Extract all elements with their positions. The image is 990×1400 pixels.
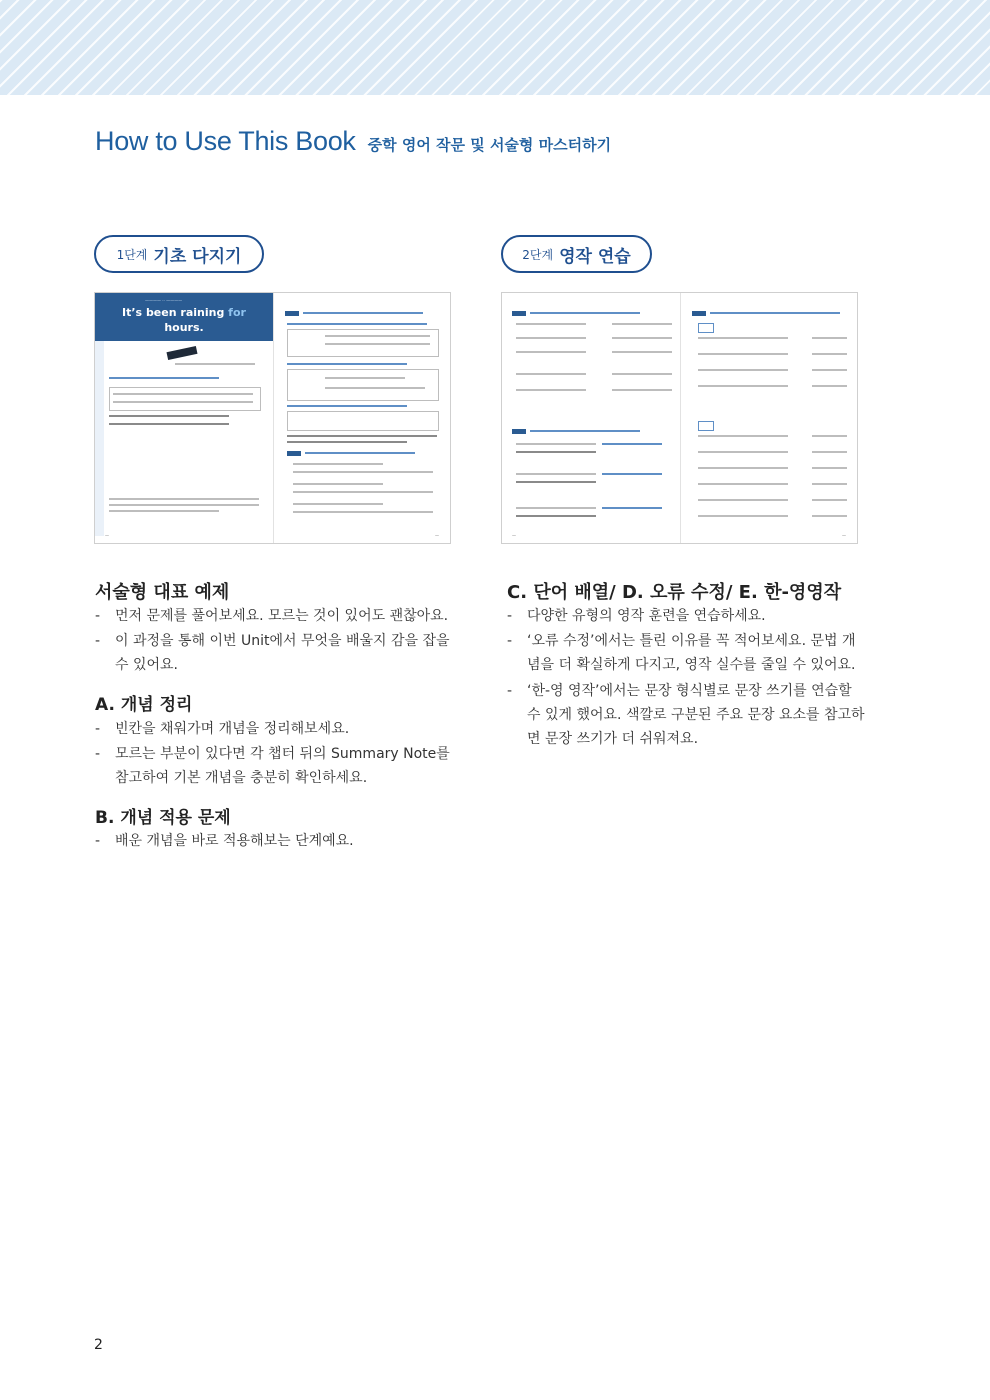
sample-text-line bbox=[293, 503, 383, 505]
bullet-marker: - bbox=[507, 683, 513, 699]
section-heading: B. 개념 적용 문제 bbox=[95, 808, 231, 828]
sample-text-line bbox=[812, 337, 847, 339]
sample-text-line bbox=[175, 363, 255, 365]
sample-text-line bbox=[812, 435, 847, 437]
sample-text-line bbox=[812, 385, 847, 387]
sample-text-line bbox=[698, 337, 788, 339]
sample-text-line bbox=[516, 337, 586, 339]
bullet-item bbox=[507, 679, 867, 751]
bullet-marker: - bbox=[95, 633, 101, 649]
section-heading: C. 단어 배열/ D. 오류 수정/ E. 한-영영작 bbox=[507, 582, 842, 603]
spread-fold bbox=[680, 293, 681, 543]
sample-text-line bbox=[516, 373, 586, 375]
sample-text-line bbox=[812, 353, 847, 355]
bullet-item bbox=[95, 604, 455, 628]
sample-text-line bbox=[305, 452, 415, 454]
bullet-text: 빈칸을 채워가며 개념을 정리해보세요. bbox=[115, 721, 350, 737]
sample-text-line bbox=[698, 515, 788, 517]
sample-text-line bbox=[287, 435, 437, 437]
sample-text-line bbox=[293, 471, 433, 473]
bullet-item bbox=[95, 629, 455, 677]
decorative-header-band bbox=[0, 0, 990, 95]
bullet-text: ‘한-영 영작’에서는 문장 형식별로 문장 쓰기를 연습할 수 있게 했어요. 색깔로 구분된 주요 문장 요소를 참고하면 문장 쓰기가 더 쉬워져요. bbox=[527, 683, 865, 747]
sample-text-line bbox=[325, 377, 405, 379]
sample-page-number: — bbox=[105, 533, 109, 538]
page-title-row bbox=[95, 126, 611, 157]
step-1-name: 기초 다지기 bbox=[153, 246, 242, 267]
sample-text-line bbox=[612, 351, 672, 353]
sample-text-line bbox=[109, 377, 219, 379]
sample-text-line bbox=[602, 473, 662, 475]
sample-text-line bbox=[698, 369, 788, 371]
sample-text-line bbox=[516, 351, 586, 353]
sample-text-line bbox=[287, 405, 407, 407]
sample-tag-box bbox=[698, 323, 714, 333]
bullet-marker: - bbox=[95, 608, 101, 624]
sample-table bbox=[109, 387, 261, 411]
bullet-marker: - bbox=[507, 608, 513, 624]
sample-text-line bbox=[325, 343, 430, 345]
sample-text-line bbox=[109, 498, 259, 500]
sample-text-line bbox=[113, 401, 253, 403]
page-title: How to Use This Book bbox=[95, 126, 356, 156]
sample-page-number: — bbox=[435, 533, 439, 538]
sample-text-line bbox=[516, 473, 596, 475]
sample-text-line bbox=[325, 335, 430, 337]
sample-text-line bbox=[698, 451, 788, 453]
bullet-text: 이 과정을 통해 이번 Unit에서 무엇을 배울지 감을 잡을 수 있어요. bbox=[115, 633, 450, 673]
sample-text-line bbox=[293, 463, 383, 465]
sample-section-tag bbox=[285, 311, 299, 316]
section-heading: 서술형 대표 예제 bbox=[95, 582, 230, 603]
sample-text-line bbox=[293, 483, 383, 485]
step-1-number: 1단계 bbox=[116, 247, 148, 262]
sample-text-line bbox=[612, 337, 672, 339]
bullet-marker: - bbox=[95, 746, 101, 762]
unit-title-line-2: hours. bbox=[164, 321, 204, 334]
step-2-number: 2단계 bbox=[522, 247, 554, 262]
bullet-item bbox=[507, 604, 867, 628]
unit-label-line: ———— ·· ———— bbox=[145, 298, 183, 303]
sample-text-line bbox=[516, 443, 596, 445]
sample-text-line bbox=[293, 491, 433, 493]
sample-text-line bbox=[516, 323, 586, 325]
sample-tag-box bbox=[698, 421, 714, 431]
unit-title-line-1 bbox=[95, 306, 273, 319]
sample-text-line bbox=[612, 389, 672, 391]
unit-title-banner bbox=[95, 293, 273, 341]
sample-text-line bbox=[812, 515, 847, 517]
sample-text-line bbox=[812, 369, 847, 371]
bullet-item bbox=[95, 742, 455, 790]
sample-text-line bbox=[287, 441, 407, 443]
sample-text-line bbox=[612, 323, 672, 325]
sample-text-line bbox=[293, 511, 433, 513]
bullet-marker: - bbox=[507, 633, 513, 649]
sample-text-line bbox=[516, 481, 596, 483]
sample-text-line bbox=[287, 323, 427, 325]
sample-text-line bbox=[516, 515, 596, 517]
sample-section-tag bbox=[512, 429, 526, 434]
page-number: 2 bbox=[94, 1337, 103, 1353]
sample-text-line bbox=[109, 504, 259, 506]
sample-text-line bbox=[516, 389, 586, 391]
sample-text-line bbox=[698, 467, 788, 469]
sample-section-tag bbox=[692, 311, 706, 316]
sample-page-number: — bbox=[842, 533, 846, 538]
sample-exam-tab bbox=[166, 346, 197, 360]
sample-text-line bbox=[303, 312, 423, 314]
sample-text-line bbox=[109, 415, 229, 417]
sample-text-line bbox=[109, 510, 219, 512]
sample-text-line bbox=[612, 373, 672, 375]
section-heading: A. 개념 정리 bbox=[95, 695, 193, 715]
bullet-item bbox=[507, 629, 867, 677]
sample-text-line bbox=[812, 467, 847, 469]
sample-section-tag bbox=[287, 451, 301, 456]
bullet-text: 먼저 문제를 풀어보세요. 모르는 것이 있어도 괜찮아요. bbox=[115, 608, 449, 624]
sample-text-line bbox=[530, 430, 640, 432]
bullet-marker: - bbox=[95, 721, 101, 737]
sample-text-line bbox=[812, 483, 847, 485]
bullet-item bbox=[95, 717, 455, 741]
sample-text-line bbox=[812, 499, 847, 501]
unit-title-accent: for bbox=[228, 306, 246, 319]
sample-text-line bbox=[698, 353, 788, 355]
step-1-sample-spread bbox=[94, 292, 451, 544]
sample-text-line bbox=[602, 443, 662, 445]
bullet-item bbox=[95, 829, 455, 853]
sample-table bbox=[287, 369, 439, 401]
sample-text-line bbox=[698, 483, 788, 485]
sample-text-line bbox=[516, 451, 596, 453]
bullet-text: 다양한 유형의 영작 훈련을 연습하세요. bbox=[527, 608, 766, 624]
sample-side-strip bbox=[95, 341, 104, 536]
bullet-marker: - bbox=[95, 833, 101, 849]
sample-text-line bbox=[530, 312, 640, 314]
sample-text-line bbox=[516, 507, 596, 509]
sample-text-line bbox=[602, 507, 662, 509]
step-2-name: 영작 연습 bbox=[559, 246, 631, 267]
step-1-badge bbox=[94, 235, 264, 273]
sample-text-line bbox=[710, 312, 840, 314]
step-2-badge bbox=[501, 235, 652, 273]
spread-fold bbox=[273, 293, 274, 543]
sample-section-tag bbox=[512, 311, 526, 316]
sample-text-line bbox=[812, 451, 847, 453]
bullet-text: ‘오류 수정’에서는 틀린 이유를 꼭 적어보세요. 문법 개념을 더 확실하게 다지고, 영작 실수를 줄일 수 있어요. bbox=[527, 633, 856, 673]
sample-text-line bbox=[113, 393, 253, 395]
sample-text-line bbox=[698, 435, 788, 437]
sample-text-line bbox=[287, 363, 407, 365]
sample-table bbox=[287, 411, 439, 431]
sample-text-line bbox=[325, 387, 425, 389]
bullet-text: 배운 개념을 바로 적용해보는 단계예요. bbox=[115, 833, 354, 849]
unit-title-text: It’s been raining bbox=[122, 306, 225, 319]
page-subtitle: 중학 영어 작문 및 서술형 마스터하기 bbox=[367, 136, 612, 154]
sample-text-line bbox=[698, 385, 788, 387]
bullet-text: 모르는 부분이 있다면 각 챕터 뒤의 Summary Note를 참고하여 기본 개념을 충분히 확인하세요. bbox=[115, 746, 450, 786]
sample-text-line bbox=[698, 499, 788, 501]
step-2-sample-spread bbox=[501, 292, 858, 544]
sample-text-line bbox=[109, 423, 229, 425]
sample-page-number: — bbox=[512, 533, 516, 538]
